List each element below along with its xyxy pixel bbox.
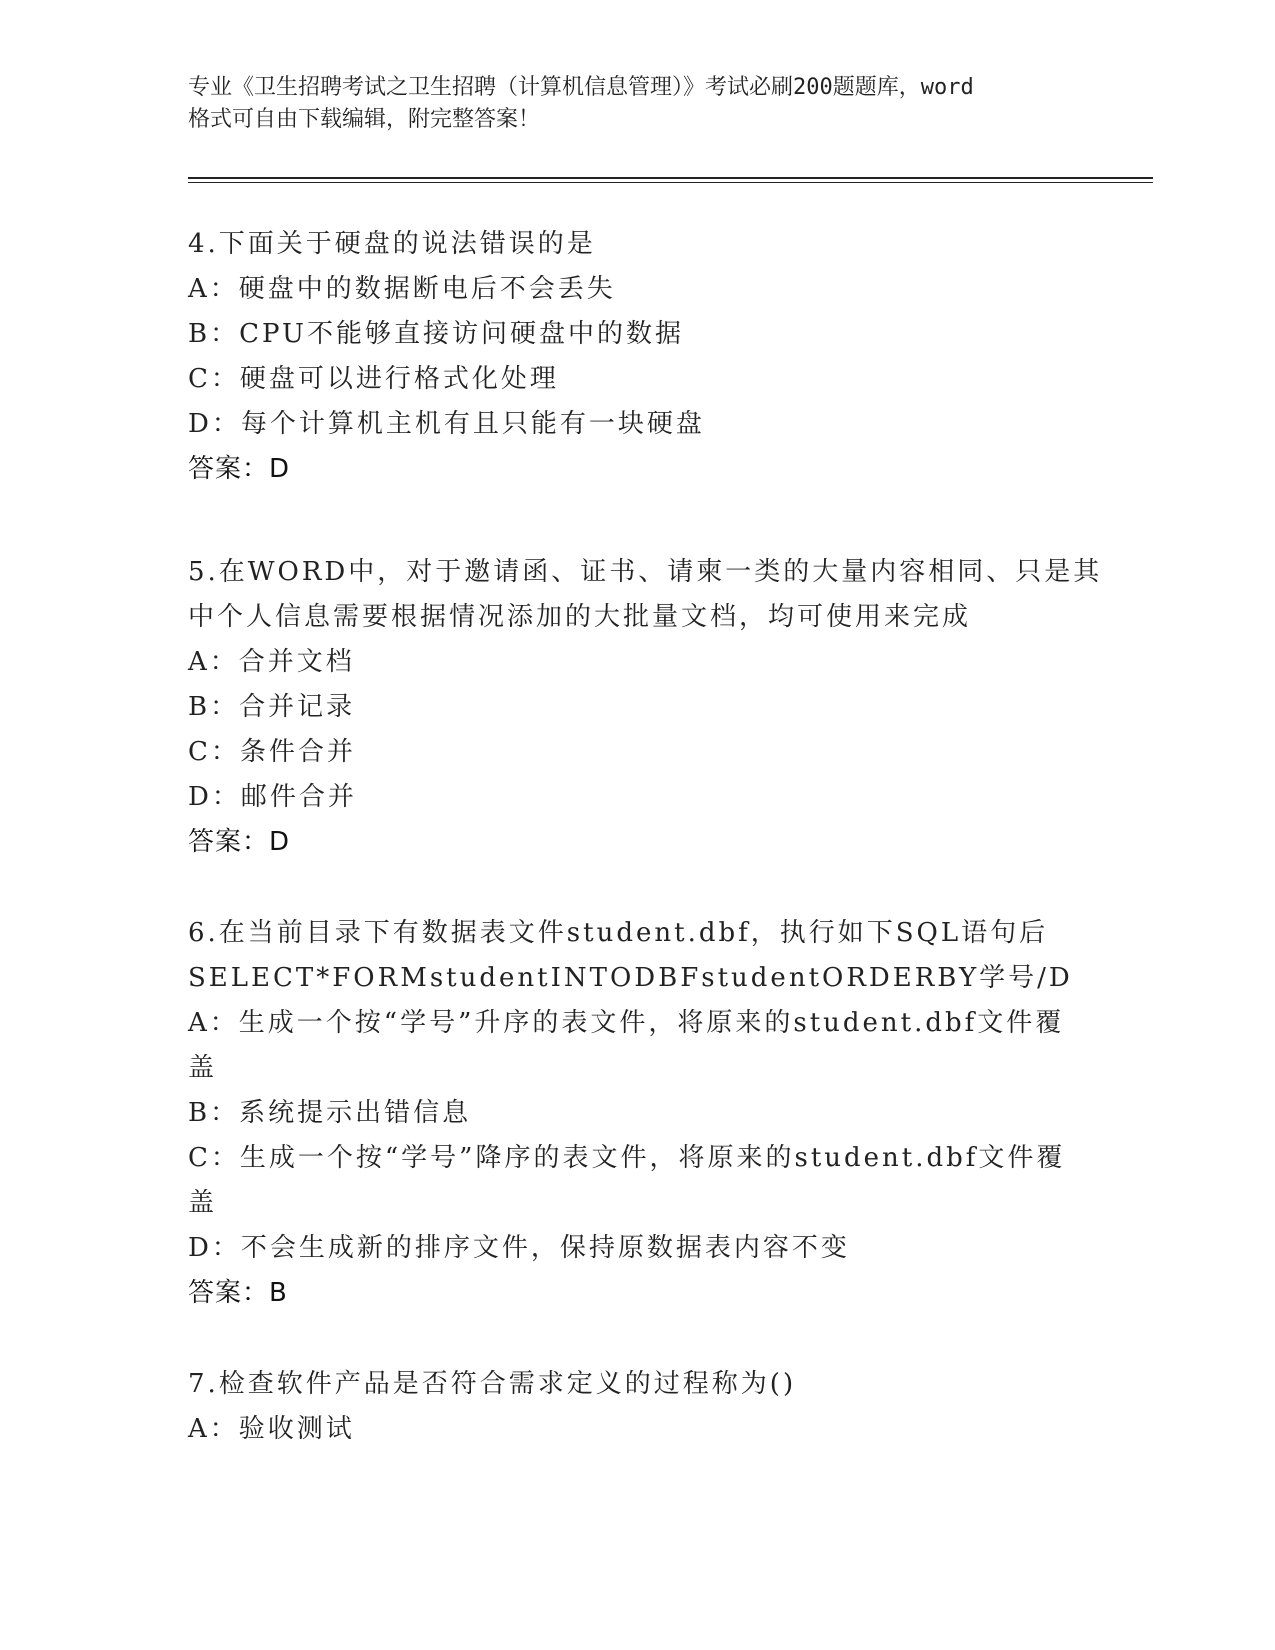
- option-b: B：CPU不能够直接访问硬盘中的数据: [188, 319, 684, 349]
- question-stem: SELECT*FORMstudentINTODBFstudentORDERBY学号/D: [188, 963, 1073, 993]
- option-c: C：生成一个按“学号”降序的表文件，将原来的student.dbf文件覆: [188, 1143, 1066, 1173]
- option-a: A：合并文档: [188, 647, 355, 677]
- option-b: B：系统提示出错信息: [188, 1098, 472, 1128]
- option-a: A：硬盘中的数据断电后不会丢失: [188, 274, 616, 304]
- question-block: [188, 1362, 1088, 1452]
- question-stem: 6.在当前目录下有数据表文件student.dbf，执行如下SQL语句后: [188, 918, 1049, 948]
- option-a: A：生成一个按“学号”升序的表文件，将原来的student.dbf文件覆: [188, 1008, 1065, 1038]
- header-line: 专业《卫生招聘考试之卫生招聘（计算机信息管理）》考试必刷200题题库，word: [188, 75, 974, 100]
- option-b: B：合并记录: [188, 692, 356, 722]
- question-block: [188, 550, 1103, 865]
- answer-line: 答案：D: [188, 827, 291, 857]
- question-stem: 7.检查软件产品是否符合需求定义的过程称为(): [188, 1369, 797, 1399]
- answer-line: 答案：B: [188, 1278, 288, 1308]
- option-a: A：验收测试: [188, 1414, 355, 1444]
- question-stem: 中个人信息需要根据情况添加的大批量文档，均可使用来完成: [188, 602, 972, 632]
- option-c: C：条件合并: [188, 737, 356, 767]
- header-divider: [188, 177, 1153, 179]
- header-line: 格式可自由下载编辑，附完整答案！: [188, 107, 541, 132]
- option-d: D：邮件合并: [188, 782, 357, 812]
- document-header: [188, 72, 1088, 136]
- question-block: [188, 911, 1088, 1316]
- option-d: D：不会生成新的排序文件，保持原数据表内容不变: [188, 1233, 850, 1263]
- answer-line: 答案：D: [188, 454, 291, 484]
- header-divider: [188, 182, 1153, 183]
- question-stem: 5.在WORD中，对于邀请函、证书、请柬一类的大量内容相同、只是其: [188, 557, 1103, 587]
- option-c: C：硬盘可以进行格式化处理: [188, 364, 559, 394]
- option-a-continued: 盖: [188, 1053, 218, 1083]
- question-stem: 4.下面关于硬盘的说法错误的是: [188, 229, 596, 259]
- question-block: [188, 222, 1088, 492]
- option-c-continued: 盖: [188, 1188, 218, 1218]
- option-d: D：每个计算机主机有且只能有一块硬盘: [188, 409, 705, 439]
